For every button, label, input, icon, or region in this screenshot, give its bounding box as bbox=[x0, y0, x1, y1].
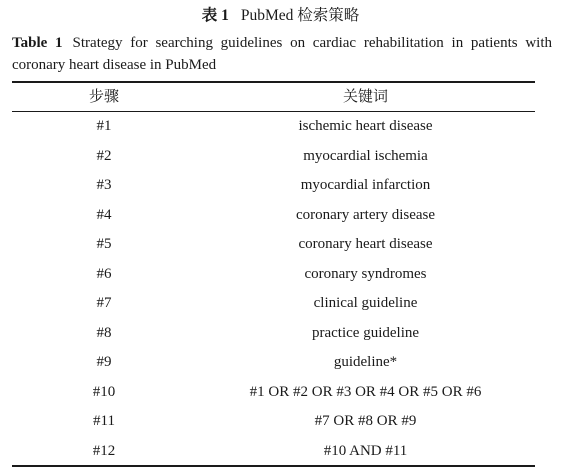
step-cell: #2 bbox=[96, 147, 112, 164]
step-cell: #12 bbox=[92, 442, 116, 459]
step-cell: #1 bbox=[96, 118, 112, 134]
table-row bbox=[12, 260, 535, 290]
keyword-cell: coronary artery disease bbox=[295, 206, 436, 223]
table-header-keyword: 关键词 bbox=[342, 89, 388, 105]
table-row bbox=[12, 112, 535, 142]
table-caption-english-label: Table 1 bbox=[12, 35, 63, 51]
keyword-cell: coronary heart disease bbox=[298, 236, 433, 252]
table-row bbox=[12, 142, 535, 172]
table-header-row bbox=[12, 84, 535, 110]
step-cell: #4 bbox=[96, 206, 112, 223]
table-caption-chinese-label: 表 1 bbox=[201, 7, 229, 24]
table-caption-chinese-text: PubMed 检索策略 bbox=[240, 7, 360, 24]
step-cell: #6 bbox=[96, 265, 112, 282]
table-row bbox=[12, 378, 535, 408]
keyword-cell: #1 OR #2 OR #3 OR #4 OR #5 OR #6 bbox=[249, 383, 482, 400]
keyword-cell: ischemic heart disease bbox=[298, 118, 433, 134]
table-row bbox=[12, 230, 535, 260]
step-cell: #7 bbox=[96, 295, 112, 311]
table-row bbox=[12, 437, 535, 467]
keyword-cell: coronary syndromes bbox=[304, 265, 427, 282]
step-cell: #3 bbox=[96, 177, 112, 193]
step-cell: #8 bbox=[96, 324, 112, 341]
table-row bbox=[12, 171, 535, 201]
keyword-cell: guideline* bbox=[333, 354, 398, 370]
table-row bbox=[12, 407, 535, 437]
table-row bbox=[12, 319, 535, 349]
table-caption-chinese bbox=[0, 6, 561, 26]
table-top-rule bbox=[12, 81, 535, 83]
keyword-cell: myocardial ischemia bbox=[303, 147, 428, 164]
step-cell: #11 bbox=[93, 413, 115, 429]
step-cell: #10 bbox=[92, 383, 116, 400]
keyword-cell: clinical guideline bbox=[313, 295, 418, 311]
table-bottom-rule bbox=[12, 465, 535, 467]
table-header-step: 步骤 bbox=[88, 89, 119, 105]
table-body bbox=[12, 112, 535, 464]
table-caption-english-text: Strategy for searching guidelines on cardiac rehabilitation in patients with coronary heart disease in PubMed bbox=[12, 35, 552, 73]
keyword-cell: practice guideline bbox=[311, 324, 420, 341]
step-cell: #5 bbox=[96, 236, 112, 252]
keyword-cell: myocardial infarction bbox=[300, 177, 431, 193]
table-row bbox=[12, 348, 535, 378]
table-row bbox=[12, 201, 535, 231]
step-cell: #9 bbox=[96, 354, 112, 370]
table-row bbox=[12, 289, 535, 319]
keyword-cell: #10 AND #11 bbox=[323, 442, 408, 459]
table-caption-english bbox=[12, 32, 552, 76]
keyword-cell: #7 OR #8 OR #9 bbox=[314, 413, 417, 429]
